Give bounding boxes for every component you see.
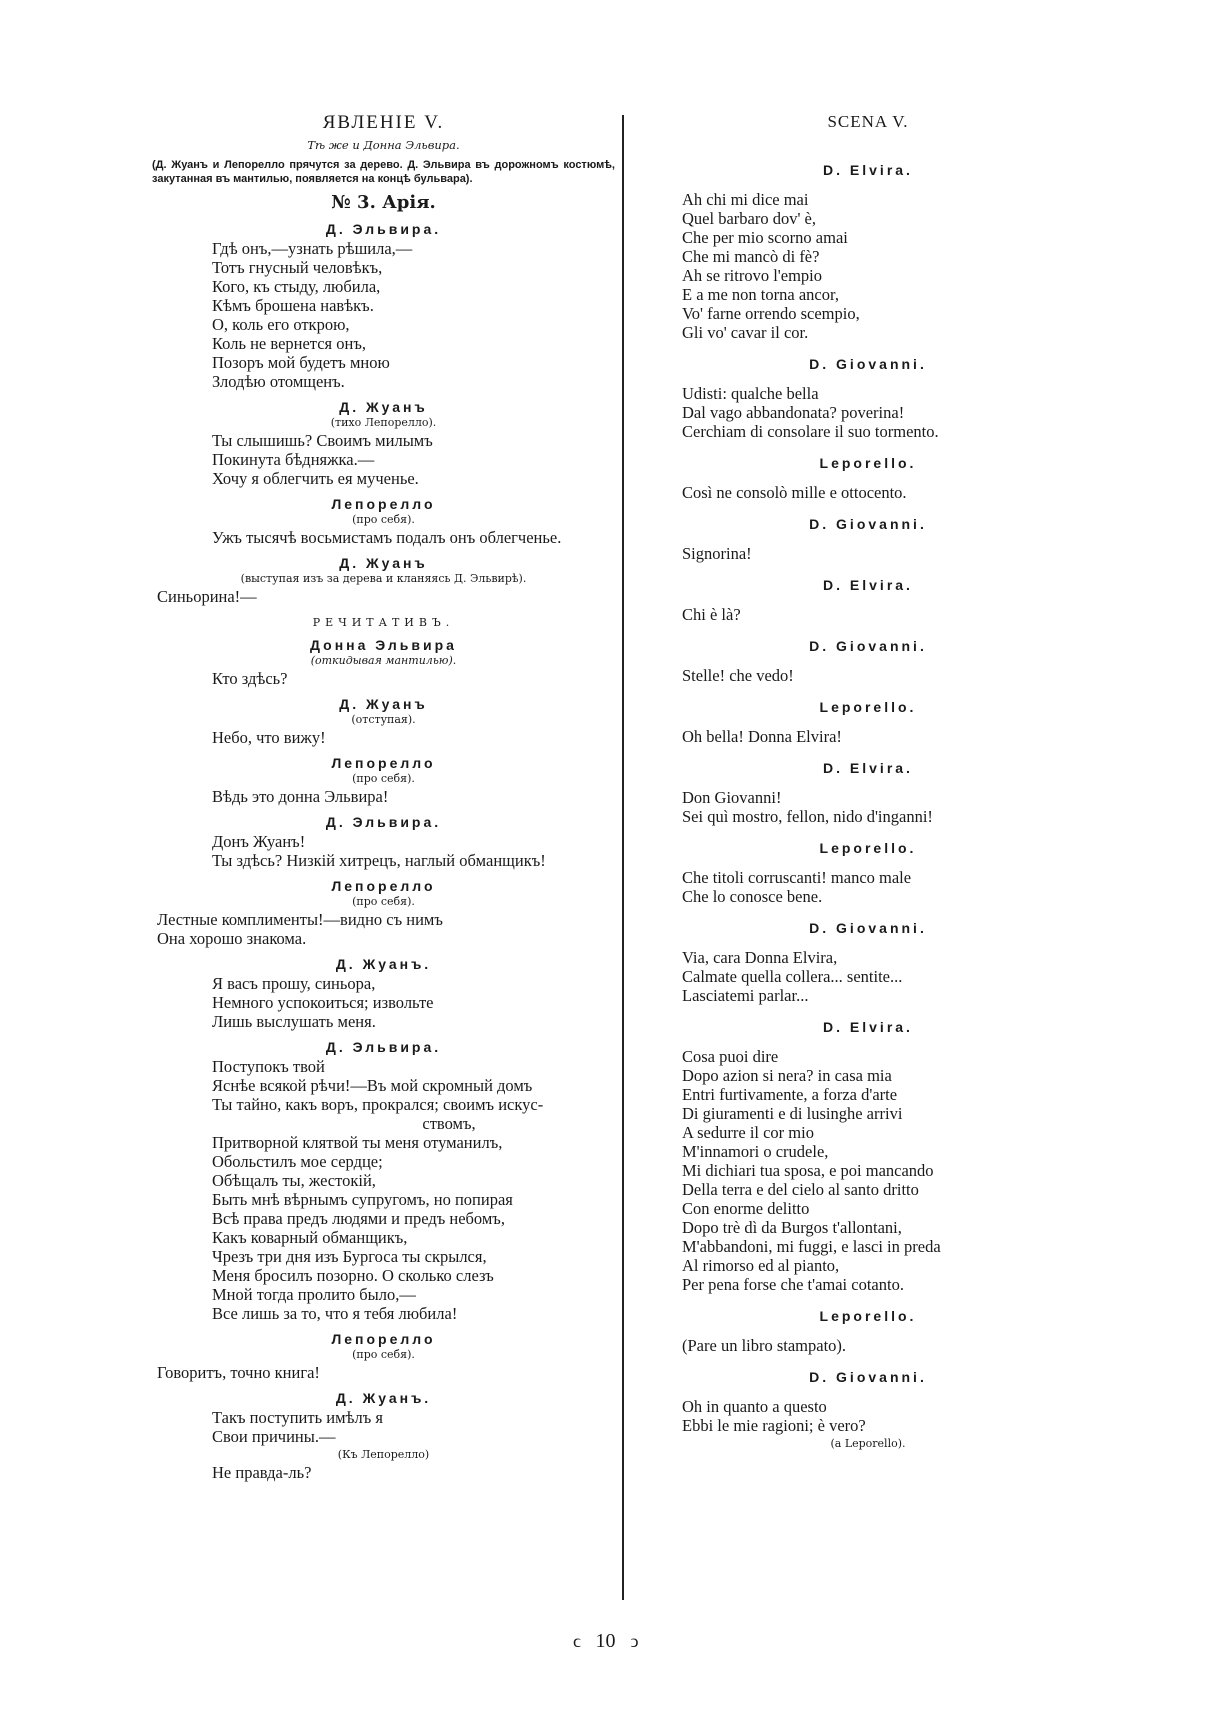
verse-text: Лестные комплименты!—видно съ нимъ Она хорошо знакома. (157, 910, 443, 948)
speaker-name: Leporello. (819, 1308, 917, 1324)
speaker-name: Д. Жуанъ. (335, 1390, 432, 1406)
scene-subtitle: Тѣ же и Донна Эльвира. (307, 138, 460, 152)
verse-text: Oh bella! Donna Elvira! (682, 727, 842, 746)
verse-text: Via, cara Donna Elvira, Calmate quella collera... sentite... Lasciatemi parlar... (682, 948, 903, 1005)
speaker-name: D. Elvira. (823, 760, 913, 776)
stage-direction: (Къ Лепорелло) (337, 1448, 430, 1461)
speaker-name: D. Elvira. (823, 162, 913, 178)
verse-text: Oh in quanto a questo Ebbi le mie ragioni; è vero? (682, 1397, 866, 1435)
column-divider (622, 115, 624, 1600)
left-dialogue (152, 221, 615, 1482)
speaker-name: D. Giovanni. (809, 920, 927, 936)
verse-text: Говоритъ, точно книга! (157, 1363, 320, 1382)
speaker-name: D. Elvira. (823, 1019, 913, 1035)
recitative-heading: РЕЧИТАТИВЪ. (312, 616, 455, 629)
stage-direction: (про себя). (352, 1348, 415, 1361)
stage-direction: (про себя). (352, 513, 415, 526)
scene-title: ЯВЛЕНIЕ V. (322, 112, 445, 133)
verse-text: Синьорина!— (157, 587, 257, 606)
verse-text: Cosa puoi dire Dopo azion si nera? in casa mia Entri furtivamente, a forza d'arte Di giuramenti e di lusinghe arrivi A sedurre il cor mio M'innamori o crudele, Mi dichiari tua sposa, e poi mancando Della terra e del cielo al santo dritto Con enorme delitto Dopo trè dì da Burgos t'allontani, M'abbandoni, mi fuggi, e lasci in preda Al rimorso ed al pianto, Per pena forse che t'amai cotanto. (682, 1047, 941, 1294)
stage-direction: (откидывая мантилью). (310, 654, 457, 667)
speaker-name: Д. Жуанъ (339, 399, 428, 415)
speaker-name: Донна Эльвира (310, 637, 457, 653)
verse-text: Гдѣ онъ,—узнать рѣшила,— Тотъ гнусный человѣкъ, Кого, къ стыду, любила, Кѣмъ брошена навѣкъ. О, коль его открою, Коль не вернется онъ, Позоръ мой будетъ мною Злодѣю отомщенъ. (212, 239, 413, 391)
verse-text: Ah chi mi dice mai Quel barbaro dov' è, Che per mio scorno amai Che mi mancò di fè? Ah se ritrovo l'empio E a me non torna ancor, Vo' farne orrendo scempio, Gli vo' cavar il cor. (682, 190, 860, 342)
verse-text: Не правда-ль? (212, 1463, 312, 1482)
speaker-name: Лепорелло (331, 878, 436, 894)
speaker-name: Д. Жуанъ (339, 696, 428, 712)
right-dialogue (682, 162, 1054, 1450)
stage-direction: (Д. Жуанъ и Лепорелло прячутся за дерево. Д. Эльвира въ дорожномъ костюмѣ, закутанная въ мантилью, появляется на концѣ бульвара). (152, 159, 615, 185)
speaker-name: Лепорелло (331, 1331, 436, 1347)
stage-direction: (отступая). (351, 713, 416, 726)
verse-text: Ты слышишь? Своимъ милымъ Покинута бѣдняжка.— Хочу я облегчить ея мученье. (212, 431, 433, 488)
speaker-name: Leporello. (819, 699, 917, 715)
speaker-name: D. Giovanni. (809, 516, 927, 532)
speaker-name: D. Giovanni. (809, 638, 927, 654)
verse-text: Вѣдь это донна Эльвира! (212, 787, 389, 806)
stage-direction: (a Leporello). (830, 1437, 906, 1450)
page-number: 10 (595, 1630, 616, 1652)
verse-text: Я васъ прошу, синьора, Немного успокоиться; извольте Лишь выслушать меня. (212, 974, 434, 1031)
speaker-name: D. Giovanni. (809, 356, 927, 372)
scena-title: SCENA V. (827, 112, 909, 131)
verse-text: (Pare un libro stampato). (682, 1336, 847, 1355)
verse-text: Поступокъ твой Яснѣе всякой рѣчи!—Въ мой скромный домъ Ты тайно, какъ воръ, прокрался; своимъ искус- ствомъ, Притворной клятвой ты меня отуманилъ, Обольстилъ мое сердце; Обѣщалъ ты, жестокiй, Быть мнѣ вѣрнымъ супругомъ, но попирая Всѣ права предъ людями и предъ небомъ, Какъ коварный обманщикъ, Чрезъ три дня изъ Бургоса ты скрылся, Меня бросилъ позорно. О сколько слезъ Мной тогда пролито было,— Все лишь за то, что я тебя любила! (212, 1057, 544, 1323)
speaker-name: Leporello. (819, 455, 917, 471)
left-column-russian (152, 112, 615, 1484)
verse-text: Don Giovanni! Sei quì mostro, fellon, nido d'inganni! (682, 788, 933, 826)
speaker-name: Д. Эльвира. (325, 221, 442, 237)
ornament-left-icon: ↄ (572, 1631, 581, 1651)
stage-direction: (выступая изъ за дерева и кланяясь Д. Эльвирѣ). (240, 572, 527, 585)
page-footer (0, 1630, 1211, 1653)
right-column-italian (682, 112, 1054, 1452)
verse-text: Chi è là? (682, 605, 741, 624)
speaker-name: D. Elvira. (823, 577, 913, 593)
stage-direction: (про себя). (352, 772, 415, 785)
speaker-name: Д. Эльвира. (325, 1039, 442, 1055)
verse-text: Così ne consolò mille e ottocento. (682, 483, 907, 502)
speaker-name: D. Giovanni. (809, 1369, 927, 1385)
verse-text: Signorina! (682, 544, 752, 563)
verse-text: Udisti: qualche bella Dal vago abbandonata? poverina! Cerchiam di consolare il suo tormento. (682, 384, 939, 441)
verse-text: Stelle! che vedo! (682, 666, 794, 685)
verse-text: Che titoli corruscanti! manco male Che lo conosce bene. (682, 868, 912, 906)
speaker-name: Лепорелло (331, 496, 436, 512)
stage-direction: (тихо Лепорелло). (330, 416, 437, 429)
speaker-name: Д. Жуанъ (339, 555, 428, 571)
speaker-name: Д. Эльвира. (325, 814, 442, 830)
verse-text: Небо, что вижу! (212, 728, 326, 747)
stage-direction: (про себя). (352, 895, 415, 908)
speaker-name: Leporello. (819, 840, 917, 856)
speaker-name: Д. Жуанъ. (335, 956, 432, 972)
verse-text: Ужъ тысячѣ восьмистамъ подалъ онъ облегченье. (212, 528, 562, 547)
verse-text: Донъ Жуанъ! Ты здѣсь? Низкiй хитрецъ, наглый обманщикъ! (212, 832, 546, 870)
ornament-right-icon: ↄ (630, 1631, 639, 1651)
speaker-name: Лепорелло (331, 755, 436, 771)
verse-text: Такъ поступить имѣлъ я Свои причины.— (212, 1408, 383, 1446)
verse-text: Кто здѣсь? (212, 669, 288, 688)
number-heading: № 3. Арiя. (331, 192, 436, 213)
